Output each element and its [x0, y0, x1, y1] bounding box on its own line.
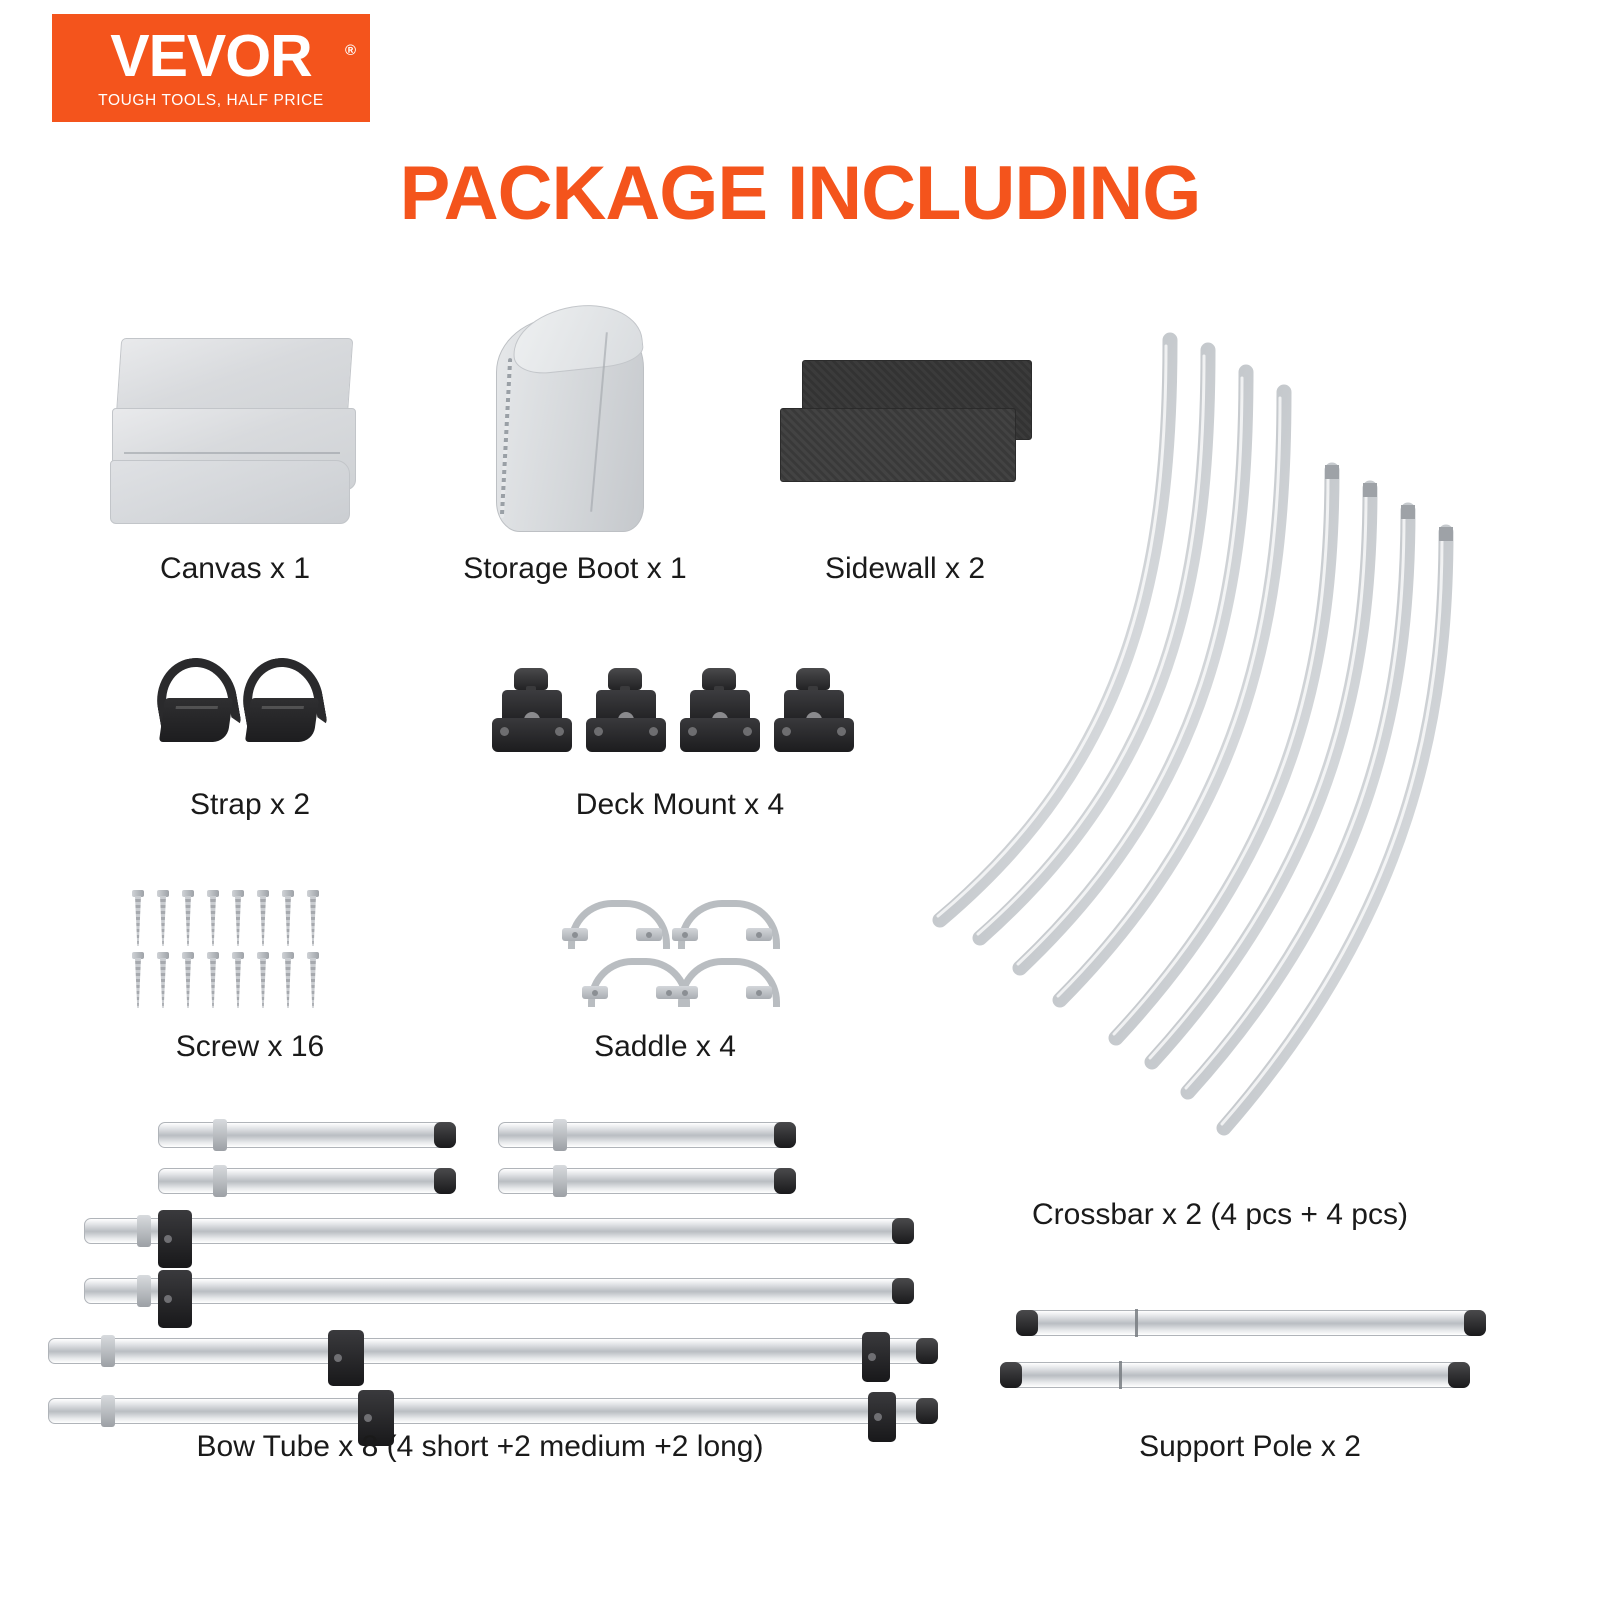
screw-shaft	[260, 958, 266, 1008]
bow-tube-clamp	[158, 1270, 192, 1328]
page-title: PACKAGE INCLUDING	[399, 151, 1201, 236]
bow-tube-illustration	[40, 1110, 920, 1410]
deck-mount-base	[492, 718, 572, 752]
saddle-arch	[678, 958, 780, 1007]
deck-mount-item	[586, 668, 666, 764]
canvas-crease	[124, 452, 340, 454]
caption-screw: Screw x 16	[175, 1030, 325, 1063]
bow-tube-clamp	[862, 1332, 890, 1382]
canvas-illustration	[110, 332, 358, 534]
screw-shaft	[310, 896, 316, 946]
support-pole-illustration	[1000, 1300, 1500, 1410]
screw-head	[307, 952, 319, 959]
support-pole	[1016, 1310, 1486, 1336]
deck-mount-item	[492, 668, 572, 764]
screw-item	[157, 952, 169, 1008]
screw-shaft	[160, 958, 166, 1008]
screw-head	[157, 890, 169, 897]
crossbar-collars	[1325, 472, 1453, 534]
saddle-foot-left	[672, 928, 698, 941]
screw-head	[182, 952, 194, 959]
tube-end-cap	[774, 1168, 796, 1194]
screw-shaft	[235, 958, 241, 1008]
screw-shaft	[210, 958, 216, 1008]
caption-bow-tube: Bow Tube x 8 (4 short +2 medium +2 long)	[196, 1430, 764, 1463]
saddle-foot-right	[746, 928, 772, 941]
bow-tube-medium	[84, 1218, 914, 1244]
strap-webbing	[159, 698, 233, 742]
tube-end-cap	[916, 1398, 938, 1424]
bow-tube-clamp	[328, 1330, 364, 1386]
tube-end-cap	[892, 1218, 914, 1244]
tube-end-cap	[434, 1168, 456, 1194]
bow-tube-short	[498, 1168, 796, 1194]
screw-item	[207, 952, 219, 1008]
crossbar-piece	[1020, 372, 1246, 968]
brand-tagline: TOUGH TOOLS, HALF PRICE	[98, 91, 324, 109]
saddle-item	[588, 958, 676, 1000]
screw-head	[257, 890, 269, 897]
pole-joint	[1119, 1361, 1122, 1389]
screw-shaft	[135, 958, 141, 1008]
caption-storage-boot: Storage Boot x 1	[463, 552, 687, 585]
strap-webbing	[245, 698, 319, 742]
screw-shaft	[210, 896, 216, 946]
screw-item	[282, 890, 294, 946]
saddle-item	[678, 900, 766, 942]
screw-item	[182, 952, 194, 1008]
brand-name: VEVOR	[110, 22, 312, 89]
screw-item	[232, 890, 244, 946]
deck-mount-item	[774, 668, 854, 764]
screw-shaft	[235, 896, 241, 946]
caption-sidewall: Sidewall x 2	[824, 552, 986, 585]
deck-mount-knob	[514, 668, 548, 690]
deck-mount-item	[680, 668, 760, 764]
caption-crossbar: Crossbar x 2 (4 pcs + 4 pcs)	[1032, 1198, 1408, 1231]
screw-illustration	[132, 890, 352, 1010]
deck-mount-knob	[796, 668, 830, 690]
tube-end-cap	[434, 1122, 456, 1148]
tube-collar	[553, 1165, 567, 1197]
deck-mount-base	[680, 718, 760, 752]
screw-shaft	[260, 896, 266, 946]
storage-boot-illustration	[488, 302, 663, 534]
tube-collar	[213, 1119, 227, 1151]
tube-end-cap	[774, 1122, 796, 1148]
screw-item	[232, 952, 244, 1008]
deck-mount-base	[586, 718, 666, 752]
bow-tube-short	[158, 1122, 456, 1148]
pole-end-cap-right	[1448, 1362, 1470, 1388]
saddle-foot-right	[746, 986, 772, 999]
crossbar-svg	[880, 320, 1500, 1180]
screw-item	[307, 890, 319, 946]
screw-item	[307, 952, 319, 1008]
screw-head	[307, 890, 319, 897]
caption-canvas: Canvas x 1	[159, 552, 311, 585]
strap-illustration	[152, 658, 352, 764]
crossbar-piece	[1060, 392, 1284, 1000]
saddle-item	[678, 958, 766, 1000]
deck-mount-knob	[702, 668, 736, 690]
screw-item	[132, 890, 144, 946]
screw-head	[232, 952, 244, 959]
support-pole	[1000, 1362, 1470, 1388]
deck-mount-knob	[608, 668, 642, 690]
tube-end-cap	[892, 1278, 914, 1304]
screw-head	[282, 952, 294, 959]
deck-mount-base	[774, 718, 854, 752]
saddle-foot-left	[562, 928, 588, 941]
screw-shaft	[285, 958, 291, 1008]
screw-item	[132, 952, 144, 1008]
crossbar-illustration	[880, 320, 1500, 1180]
bow-tube-clamp	[158, 1210, 192, 1268]
saddle-arch	[588, 958, 690, 1007]
strap-item	[238, 658, 322, 758]
screw-head	[232, 890, 244, 897]
screw-head	[207, 952, 219, 959]
caption-saddle: Saddle x 4	[594, 1030, 736, 1063]
bow-tube-long	[48, 1398, 938, 1424]
saddle-foot-right	[636, 928, 662, 941]
saddle-arch	[568, 900, 670, 949]
tube-collar	[553, 1119, 567, 1151]
screw-shaft	[285, 896, 291, 946]
screw-head	[282, 890, 294, 897]
screw-shaft	[135, 896, 141, 946]
deck-mount-illustration	[492, 668, 860, 768]
screw-head	[257, 952, 269, 959]
screw-item	[182, 890, 194, 946]
screw-shaft	[160, 896, 166, 946]
saddle-illustration	[560, 900, 770, 1010]
registered-trademark-icon: ®	[344, 42, 356, 59]
screw-head	[132, 890, 144, 897]
saddle-foot-left	[672, 986, 698, 999]
brand-logo	[52, 14, 370, 122]
canvas-fold-bottom	[110, 460, 350, 524]
tube-end-cap	[916, 1338, 938, 1364]
bow-tube-short	[498, 1122, 796, 1148]
caption-support-pole: Support Pole x 2	[1139, 1430, 1361, 1463]
screw-shaft	[185, 958, 191, 1008]
pole-end-cap-left	[1000, 1362, 1022, 1388]
saddle-foot-left	[582, 986, 608, 999]
tube-collar	[101, 1335, 115, 1367]
tube-collar	[137, 1275, 151, 1307]
tube-collar	[137, 1215, 151, 1247]
screw-item	[257, 952, 269, 1008]
strap-item	[152, 658, 236, 758]
bow-tube-short	[158, 1168, 456, 1194]
screw-shaft	[310, 958, 316, 1008]
pole-end-cap-left	[1016, 1310, 1038, 1336]
screw-head	[132, 952, 144, 959]
pole-joint	[1135, 1309, 1138, 1337]
bow-tube-medium	[84, 1278, 914, 1304]
saddle-arch	[678, 900, 780, 949]
screw-item	[157, 890, 169, 946]
screw-item	[207, 890, 219, 946]
pole-end-cap-right	[1464, 1310, 1486, 1336]
caption-deck-mount: Deck Mount x 4	[575, 788, 785, 821]
bow-tube-long	[48, 1338, 938, 1364]
bow-tube-clamp	[868, 1392, 896, 1442]
caption-strap: Strap x 2	[189, 788, 311, 821]
saddle-item	[568, 900, 656, 942]
screw-head	[207, 890, 219, 897]
screw-shaft	[185, 896, 191, 946]
screw-item	[257, 890, 269, 946]
tube-collar	[213, 1165, 227, 1197]
screw-head	[157, 952, 169, 959]
tube-collar	[101, 1395, 115, 1427]
screw-head	[182, 890, 194, 897]
screw-item	[282, 952, 294, 1008]
